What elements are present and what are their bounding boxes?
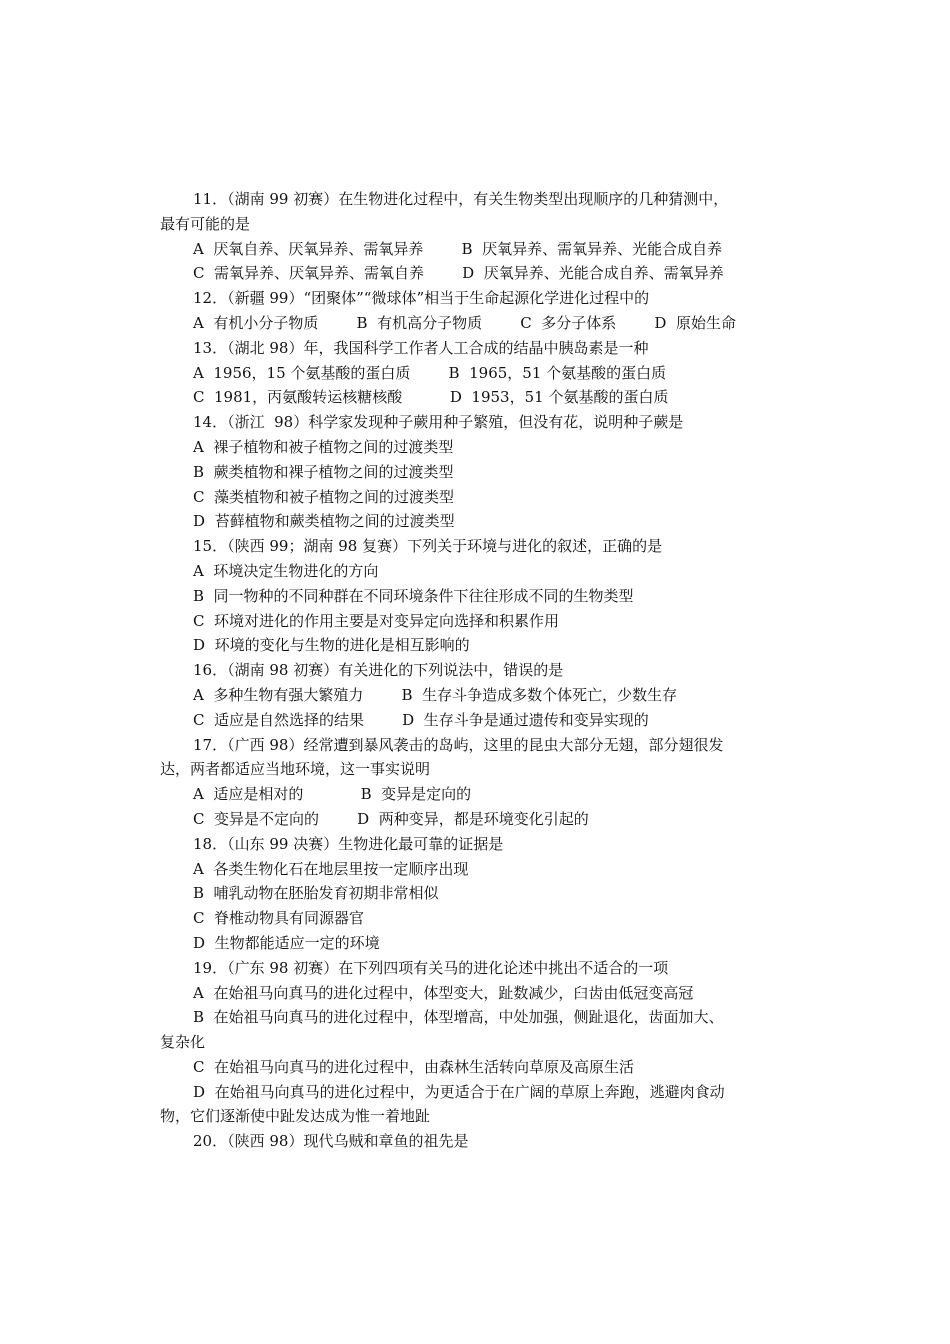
text-line: A 多种生物有强大繁殖力 B 生存斗争造成多数个体死亡，少数生存 <box>193 685 678 704</box>
text-line: 达，两者都适应当地环境，这一事实说明 <box>160 760 431 779</box>
text-line: 13．（湖北 98）年，我国科学工作者人工合成的结晶中胰岛素是一种 <box>193 338 649 357</box>
text-line: 最有可能的是 <box>160 214 251 233</box>
text-line: 12．（新疆 99）“团聚体”“微球体”相当于生命起源化学进化过程中的 <box>193 289 650 308</box>
text-line: C 需氧异养、厌氧异养、需氧自养 D 厌氧异养、光能合成自养、需氧异养 <box>193 264 724 283</box>
text-line: A 各类生物化石在地层里按一定顺序出现 <box>193 859 469 878</box>
text-line: D 生物都能适应一定的环境 <box>193 933 380 952</box>
text-line: A 有机小分子物质 B 有机高分子物质 C 多分子体系 D 原始生命 <box>193 313 736 332</box>
text-line: B 在始祖马向真马的进化过程中，体型增高，中处加强，侧趾退化，齿面加大、 <box>193 1008 724 1027</box>
text-line: A 环境决定生物进化的方向 <box>193 561 379 580</box>
text-line: 19．（广东 98 初赛）在下列四项有关马的进化论述中挑出不适合的一项 <box>193 958 669 977</box>
text-line: 15．（陕西 99；湖南 98 复赛）下列关于环境与进化的叙述，正确的是 <box>193 537 663 556</box>
text-line: C 1981，丙氨酸转运核糖核酸 D 1953，51 个氨基酸的蛋白质 <box>193 388 669 407</box>
text-line: C 变异是不定向的 D 两种变异，都是环境变化引起的 <box>193 809 589 828</box>
text-line: C 脊椎动物具有同源器官 <box>193 909 365 928</box>
text-line: 17．（广西 98）经常遭到暴风袭击的岛屿，这里的昆虫大部分无翅，部分翅很发 <box>193 735 724 754</box>
text-line: A 适应是相对的 B 变异是定向的 <box>193 785 472 804</box>
text-line: 16．（湖南 98 初赛）有关进化的下列说法中，错误的是 <box>193 661 564 680</box>
text-line: C 在始祖马向真马的进化过程中，由森林生活转向草原及高原生活 <box>193 1057 635 1076</box>
text-line: A 裸子植物和被子植物之间的过渡类型 <box>193 437 454 456</box>
text-line: D 在始祖马向真马的进化过程中，为更适合于在广阔的草原上奔跑，逃避肉食动 <box>193 1082 725 1101</box>
text-line: B 哺乳动物在胚胎发育初期非常相似 <box>193 884 439 903</box>
text-line: B 同一物种的不同种群在不同环境条件下往往形成不同的生物类型 <box>193 586 634 605</box>
text-line: 14．（浙江 98）科学家发现种子蕨用种子繁殖，但没有花，说明种子蕨是 <box>193 413 684 432</box>
text-line: 复杂化 <box>160 1033 206 1052</box>
text-line: 物，它们逐渐使中趾发达成为惟一着地趾 <box>160 1107 431 1126</box>
text-line: B 蕨类植物和裸子植物之间的过渡类型 <box>193 462 454 481</box>
text-line: C 环境对进化的作用主要是对变异定向选择和积累作用 <box>193 611 560 630</box>
text-line: C 适应是自然选择的结果 D 生存斗争是通过遗传和变异实现的 <box>193 710 649 729</box>
text-line: 18．（山东 99 决赛）生物进化最可靠的证据是 <box>193 834 504 853</box>
text-line: 11．（湖南 99 初赛）在生物进化过程中，有关生物类型出现顺序的几种猜测中， <box>193 190 729 208</box>
text-line: D 苔藓植物和蕨类植物之间的过渡类型 <box>193 512 455 531</box>
text-line: D 环境的变化与生物的进化是相互影响的 <box>193 636 470 655</box>
text-line: C 藻类植物和被子植物之间的过渡类型 <box>193 487 455 506</box>
text-line: A 在始祖马向真马的进化过程中，体型变大，趾数减少，臼齿由低冠变高冠 <box>193 983 694 1002</box>
text-line: A 1956，15 个氨基酸的蛋白质 B 1965，51 个氨基酸的蛋白质 <box>193 363 667 382</box>
text-line: 20．（陕西 98）现代乌贼和章鱼的祖先是 <box>193 1132 469 1151</box>
document-page <box>160 187 800 1154</box>
text-line: A 厌氧自养、厌氧异养、需氧异养 B 厌氧异养、需氧异养、光能合成自养 <box>193 239 723 258</box>
